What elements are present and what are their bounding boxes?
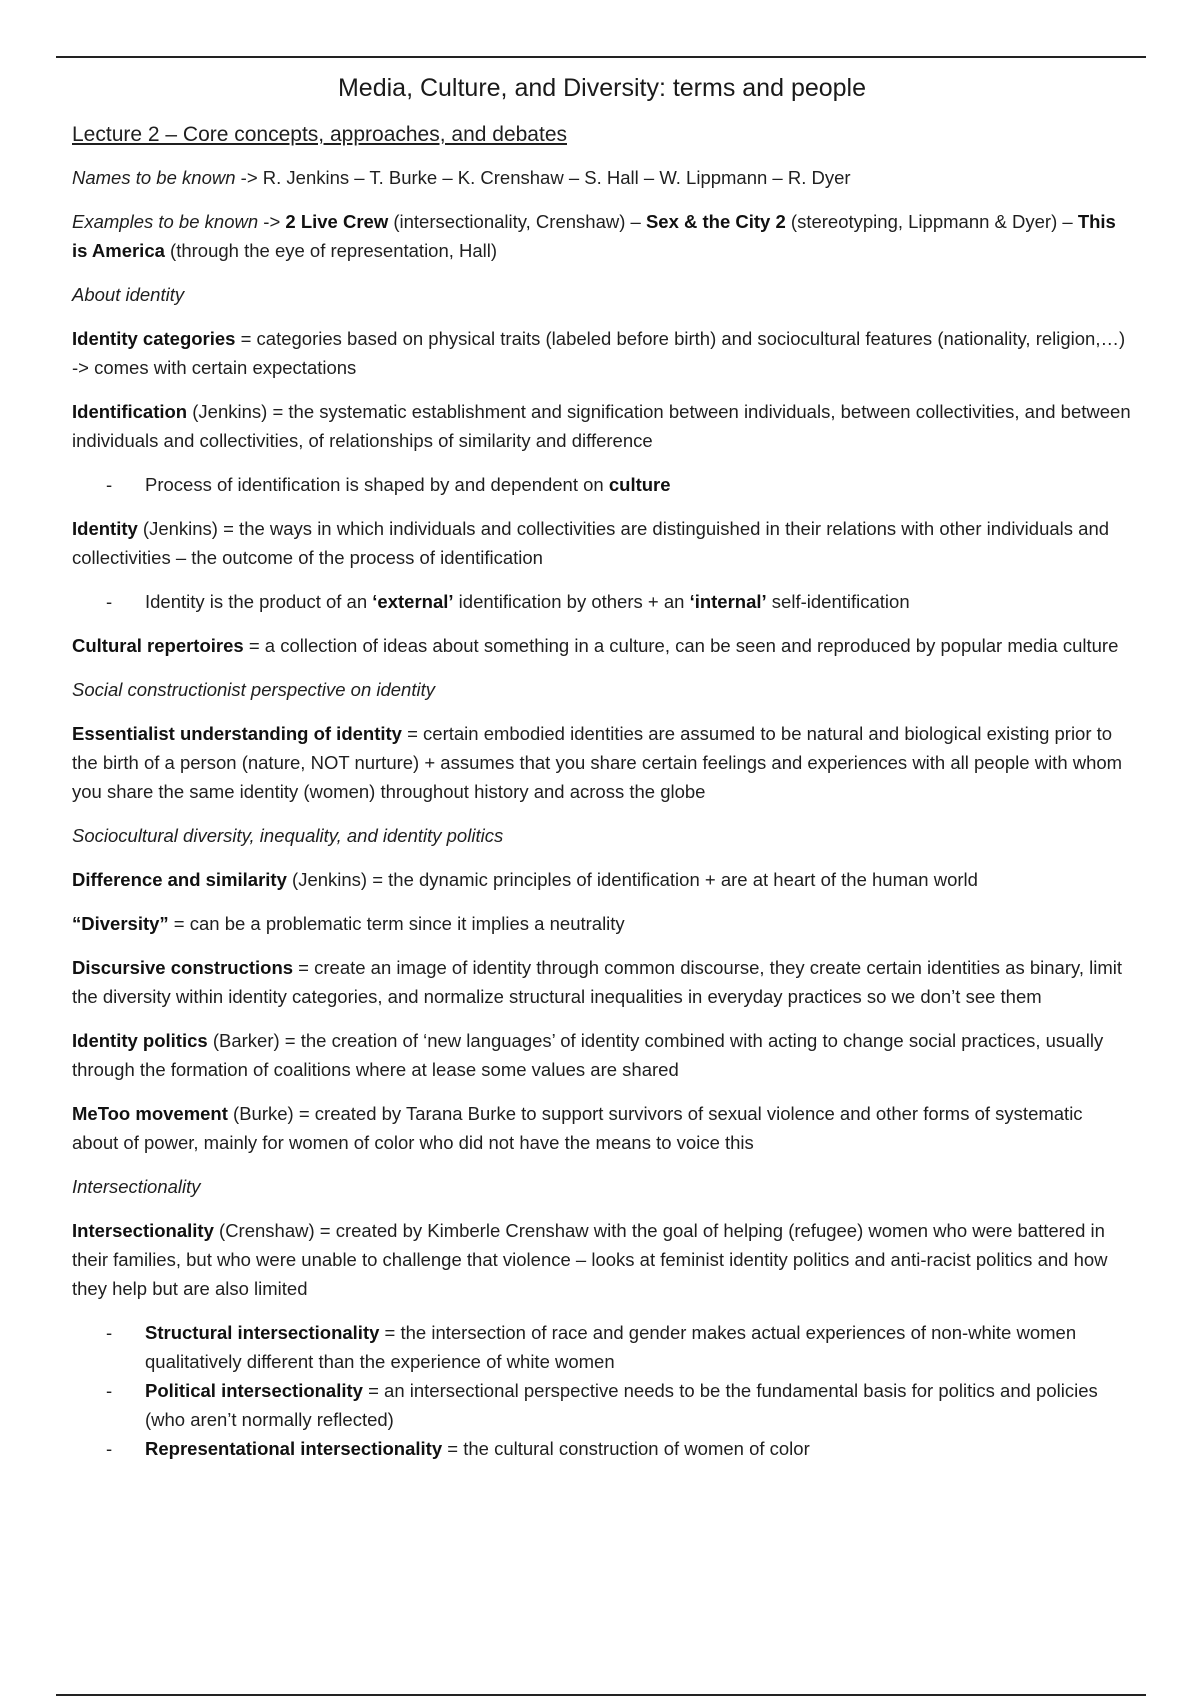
term: Identity bbox=[72, 518, 138, 539]
names-paragraph bbox=[72, 163, 1132, 192]
term: “Diversity” bbox=[72, 913, 169, 934]
definition: = categories based on physical traits (labeled before birth) and sociocultural features (nationality, religion,…) -> comes with certain expectations bbox=[72, 328, 1126, 378]
item-bold: ‘internal’ bbox=[689, 591, 767, 612]
definition: (Jenkins) = the ways in which individuals and collectivities are distinguished in their relations with other individuals and collectivities – the outcome of the process of identification bbox=[72, 518, 1110, 568]
term: Intersectionality bbox=[72, 1220, 214, 1241]
item-bold: culture bbox=[608, 474, 671, 495]
section-heading-intersectionality: Intersectionality bbox=[72, 1176, 201, 1197]
definition: = create an image of identity through common discourse, they create certain identities as binary, limit the diversity within identity categories, and normalize structural inequalities in everyday practices so we don’t see them bbox=[72, 957, 1123, 1007]
item-bold: ‘external’ bbox=[372, 591, 454, 612]
term: Identity politics bbox=[72, 1030, 208, 1051]
definition: = a collection of ideas about something in a culture, can be seen and reproduced by popular media culture bbox=[243, 635, 1119, 656]
definition-diversity bbox=[72, 909, 1132, 938]
term: Cultural repertoires bbox=[72, 635, 244, 656]
names-label: Names to be known bbox=[72, 167, 236, 188]
examples-paragraph bbox=[72, 207, 1132, 265]
item-text: self-identification bbox=[766, 591, 910, 612]
item-text: identification by others + an bbox=[453, 591, 690, 612]
list-item bbox=[72, 470, 1132, 499]
names-text: R. Jenkins – T. Burke – K. Crenshaw – S. Hall – W. Lippmann – R. Dyer bbox=[262, 167, 851, 188]
definition-difference bbox=[72, 865, 1132, 894]
definition-discursive bbox=[72, 953, 1132, 1011]
definition: (Barker) = the creation of ‘new languages’ of identity combined with acting to change social practices, usually through the formation of coalitions where at lease some values are shared bbox=[72, 1030, 1104, 1080]
item-bold: Structural intersectionality bbox=[145, 1322, 380, 1343]
examples-label: Examples to be known bbox=[72, 211, 259, 232]
top-rule bbox=[56, 56, 1146, 58]
example-title: Sex & the City 2 bbox=[645, 211, 786, 232]
list-item bbox=[72, 587, 1132, 616]
examples-arrow: -> bbox=[258, 211, 286, 232]
definition: = can be a problematic term since it implies a neutrality bbox=[168, 913, 625, 934]
example-title: This is America bbox=[72, 211, 1116, 261]
list-item bbox=[72, 1434, 1132, 1463]
term: MeToo movement bbox=[72, 1103, 228, 1124]
item-text: Process of identification is shaped by and dependent on bbox=[145, 474, 609, 495]
section-heading-identity: About identity bbox=[72, 284, 185, 305]
bullet-marker: - bbox=[106, 1380, 113, 1401]
list-item bbox=[72, 1318, 1132, 1376]
definition: (Burke) = created by Tarana Burke to support survivors of sexual violence and other forms of systematic about of power, mainly for women of color who did not have the means to voice this bbox=[72, 1103, 1083, 1153]
example-title: 2 Live Crew bbox=[285, 211, 389, 232]
definition-identity-politics bbox=[72, 1026, 1132, 1084]
bullet-marker: - bbox=[106, 591, 113, 612]
definition-identity bbox=[72, 514, 1132, 572]
definition: (Jenkins) = the dynamic principles of identification + are at heart of the human world bbox=[286, 869, 978, 890]
definition-identification bbox=[72, 397, 1132, 455]
item-text: = the cultural construction of women of color bbox=[442, 1438, 810, 1459]
section-heading-social: Social constructionist perspective on identity bbox=[72, 679, 435, 700]
bullet-marker: - bbox=[106, 1438, 113, 1459]
definition: (Jenkins) = the systematic establishment and signification between individuals, between collectivities, and between individuals and collectivities, of relationships of similarity and difference bbox=[72, 401, 1131, 451]
lecture-heading: Lecture 2 – Core concepts, approaches, and debates bbox=[72, 123, 567, 146]
term: Identification bbox=[72, 401, 188, 422]
bullet-marker: - bbox=[106, 474, 113, 495]
definition-intersectionality bbox=[72, 1216, 1132, 1303]
item-text: = the intersection of race and gender makes actual experiences of non-white women qualitatively different than the experience of white women bbox=[145, 1322, 1077, 1372]
example-note: (stereotyping, Lippmann & Dyer) – bbox=[785, 211, 1078, 232]
identification-bullets bbox=[72, 470, 1132, 499]
section-heading-diversity: Sociocultural diversity, inequality, and identity politics bbox=[72, 825, 504, 846]
item-bold: Political intersectionality bbox=[145, 1380, 363, 1401]
page-title: Media, Culture, and Diversity: terms and people bbox=[337, 74, 867, 102]
definition-essentialist bbox=[72, 719, 1132, 806]
definition-cultural-repertoires bbox=[72, 631, 1132, 660]
item-text: = an intersectional perspective needs to be the fundamental basis for politics and policies (who aren’t normally reflected) bbox=[145, 1380, 1098, 1430]
bottom-rule bbox=[56, 1694, 1146, 1696]
example-note: (through the eye of representation, Hall) bbox=[164, 240, 498, 261]
item-bold: Representational intersectionality bbox=[145, 1438, 443, 1459]
identity-bullets bbox=[72, 587, 1132, 616]
term: Difference and similarity bbox=[72, 869, 287, 890]
names-arrow: -> bbox=[235, 167, 263, 188]
item-text: Identity is the product of an bbox=[145, 591, 373, 612]
definition: = certain embodied identities are assumed to be natural and biological existing prior to the birth of a person (nature, NOT nurture) + assumes that you share certain feelings and experiences with all people with whom you share the same identity (women) throughout history and across the globe bbox=[72, 723, 1123, 802]
list-item bbox=[72, 1376, 1132, 1434]
example-note: (intersectionality, Crenshaw) – bbox=[388, 211, 646, 232]
definition-metoo bbox=[72, 1099, 1132, 1157]
document-page bbox=[72, 70, 1132, 1478]
definition: (Crenshaw) = created by Kimberle Crenshaw with the goal of helping (refugee) women who were battered in their families, but who were unable to challenge that violence – looks at feminist identity politics and anti-racist politics and how they help but are also limited bbox=[72, 1220, 1108, 1299]
term: Identity categories bbox=[72, 328, 236, 349]
bullet-marker: - bbox=[106, 1322, 113, 1343]
intersectionality-bullets bbox=[72, 1318, 1132, 1463]
term: Essentialist understanding of identity bbox=[72, 723, 402, 744]
term: Discursive constructions bbox=[72, 957, 294, 978]
definition-identity-categories bbox=[72, 324, 1132, 382]
